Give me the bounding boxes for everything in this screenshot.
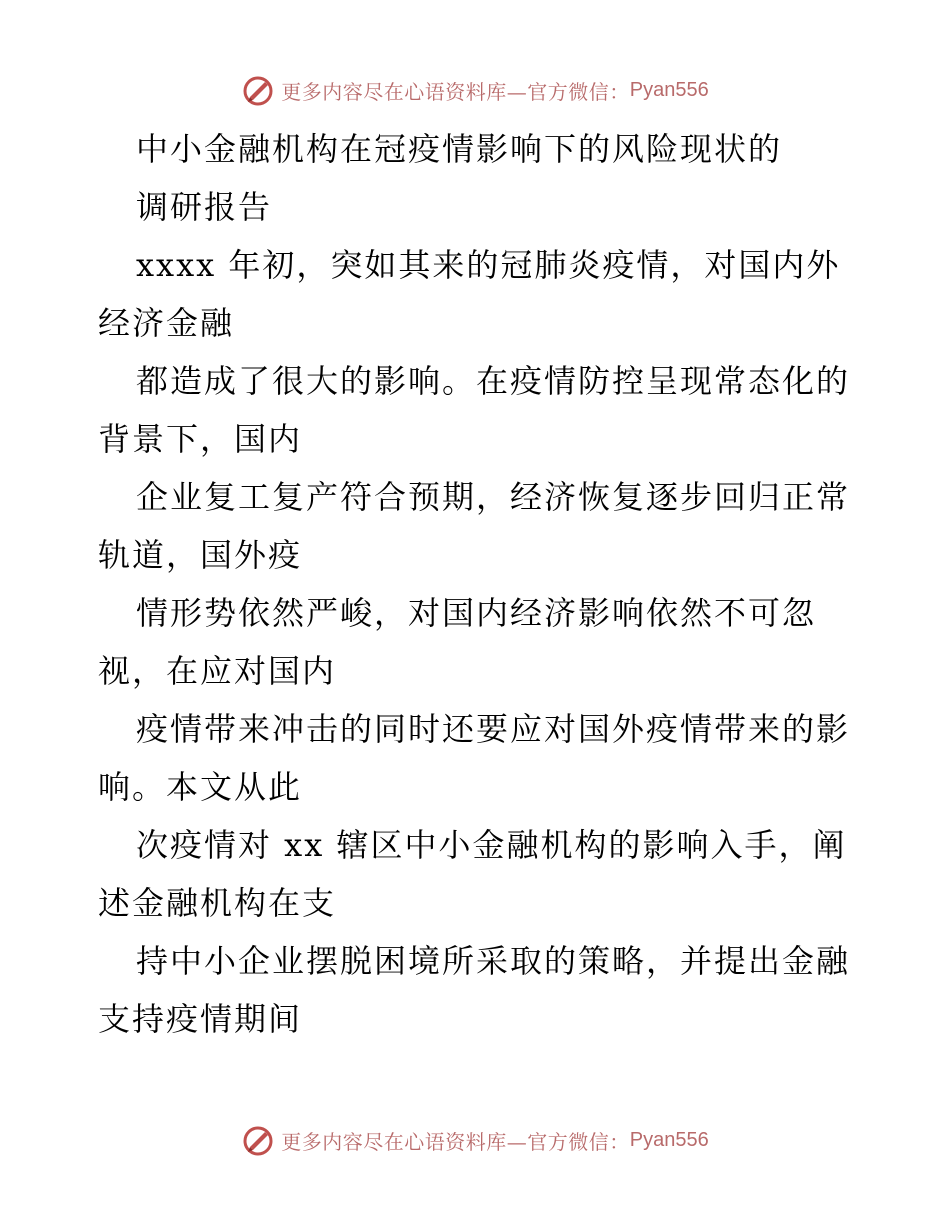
footer-banner	[0, 1120, 950, 1160]
text-line: 背景下，国内	[98, 420, 303, 458]
text-line: 支持疫情期间	[98, 1000, 303, 1038]
text-line: 都造成了很大的影响。在疫情防控呈现常态化的	[136, 362, 851, 400]
text-line: 中小金融机构在冠疫情影响下的风险现状的	[136, 130, 783, 168]
text-line: 疫情带来冲击的同时还要应对国外疫情带来的影	[136, 710, 851, 748]
text-line: 情形势依然严峻，对国内经济影响依然不可忽	[136, 594, 817, 632]
text-line: 经济金融	[98, 304, 235, 342]
text-line: 持中小企业摆脱困境所采取的策略，并提出金融	[136, 942, 851, 980]
banner-wechat-id: Pyan556	[629, 78, 709, 101]
banner-wechat-id: Pyan556	[629, 1128, 709, 1151]
text-line: 轨道，国外疫	[98, 536, 303, 574]
banner-text: 更多内容尽在心语资料库—官方微信：	[281, 1129, 630, 1154]
text-line: 响。本文从此	[98, 768, 303, 806]
text-line: 述金融机构在支	[98, 884, 337, 922]
header-banner	[0, 70, 950, 110]
text-line: xxxx 年初，突如其来的冠肺炎疫情，对国内外	[136, 246, 841, 284]
pen-logo-icon	[241, 73, 275, 107]
text-line: 次疫情对 xx 辖区中小金融机构的影响入手，阐	[136, 826, 847, 864]
pen-logo-icon	[241, 1123, 275, 1157]
text-line: 企业复工复产符合预期，经济恢复逐步回归正常	[136, 478, 851, 516]
banner-text: 更多内容尽在心语资料库—官方微信：	[281, 79, 630, 104]
document-body	[98, 120, 858, 1048]
text-line: 调研报告	[136, 188, 273, 226]
text-line: 视，在应对国内	[98, 652, 337, 690]
